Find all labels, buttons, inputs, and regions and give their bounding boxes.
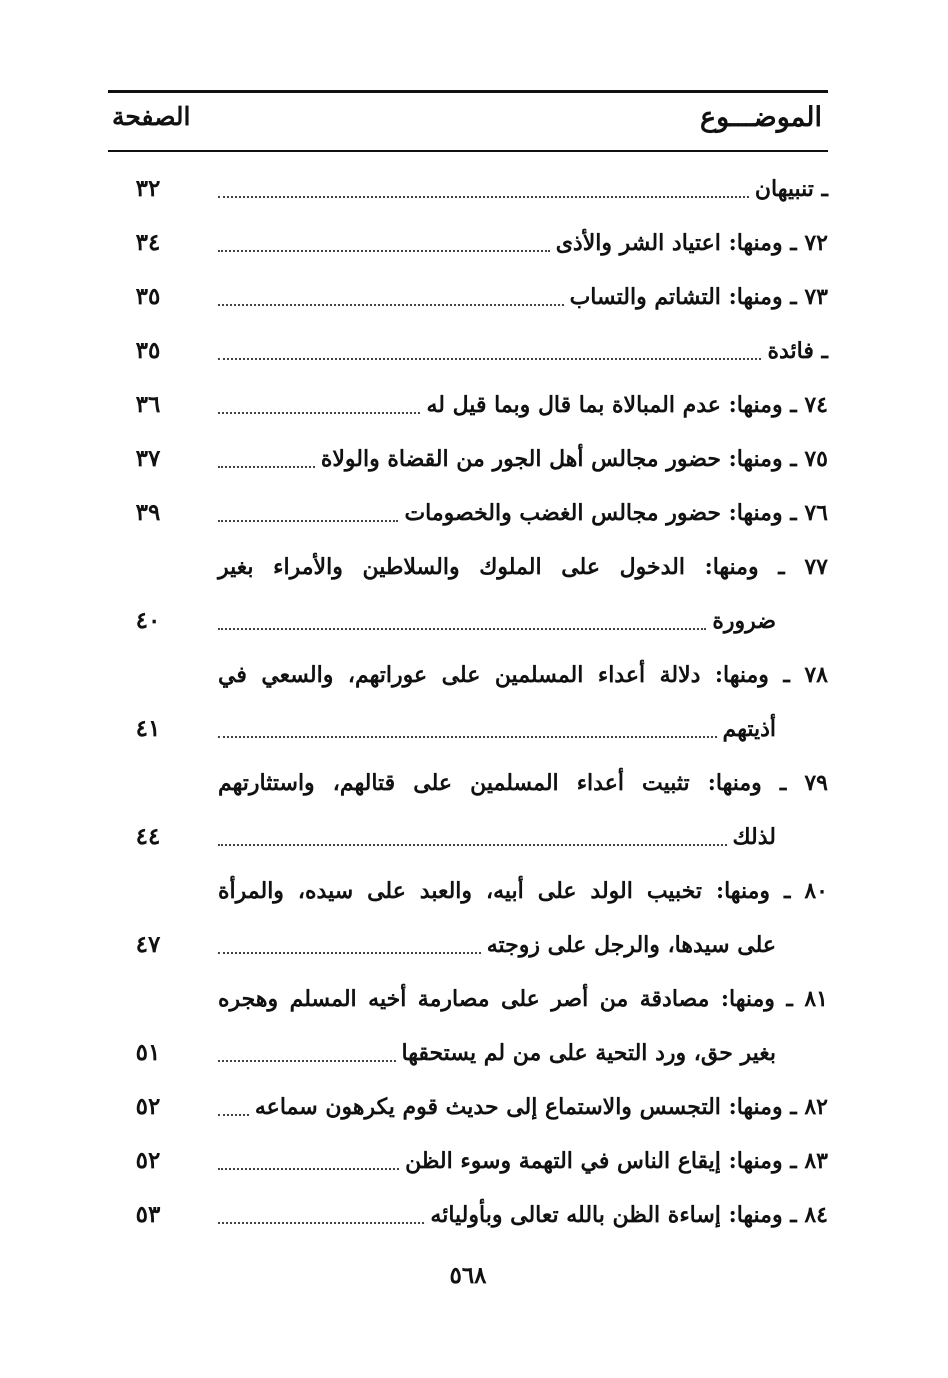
leader-dots [218,1114,249,1116]
toc-page-number: ٣٢ [135,175,161,202]
toc-row [108,162,828,216]
toc-row [108,1134,828,1188]
toc-header [108,102,828,146]
toc-entry-title: لذلك [732,824,776,850]
toc-page [108,90,828,1290]
toc-row [108,702,828,756]
toc-row [108,432,828,486]
toc-row [108,378,828,432]
toc-entry-title: ٧٧ ـ ومنها: الدخول على الملوك والسلاطين والأمراء بغير [218,554,828,580]
toc-row [108,1188,828,1242]
toc-row [108,756,828,810]
toc-row [108,216,828,270]
toc-entry-title: ٨٢ ـ ومنها: التجسس والاستماع إلى حديث قوم يكرهون سماعه [254,1094,828,1120]
leader-dots [218,196,749,198]
toc-page-number: ٤١ [135,715,161,742]
toc-page-number: ٣٥ [135,283,161,310]
leader-dots [218,1168,399,1170]
toc-entry-title: ٨١ ـ ومنها: مصادقة من أصر على مصارمة أخيه المسلم وهجره [218,986,828,1012]
toc-page-number: ٤٠ [135,607,161,634]
toc-page-number: ٣٤ [135,229,161,256]
toc-row [108,486,828,540]
toc-page-number: ٥١ [135,1039,161,1066]
toc-entry-title: بغير حق، ورد التحية على من لم يستحقها [401,1040,776,1066]
toc-entry-title: ٧٦ ـ ومنها: حضور مجالس الغضب والخصومات [404,500,828,526]
toc-row [108,864,828,918]
leader-dots [218,412,420,414]
toc-page-number: ٥٢ [135,1147,161,1174]
leader-dots [218,1222,424,1224]
leader-dots [218,736,717,738]
toc-row [108,810,828,864]
toc-entry-title: ٨٤ ـ ومنها: إساءة الظن بالله تعالى وبأوليائه [430,1202,828,1228]
toc-entry-title: على سيدها، والرجل على زوجته [486,932,776,958]
toc-entry-title: ٨٠ ـ ومنها: تخبيب الولد على أبيه، والعبد على سيده، والمرأة [218,878,828,904]
toc-page-number: ٣٦ [135,391,161,418]
toc-entry-title: ضرورة [712,608,776,634]
toc-row [108,1080,828,1134]
leader-dots [218,844,727,846]
leader-dots [218,304,564,306]
leader-dots [218,952,481,954]
leader-dots [218,520,398,522]
toc-page-number: ٥٣ [135,1201,161,1228]
toc-row [108,324,828,378]
topic-column-heading: الموضـــوع [699,102,822,133]
toc-page-number: ٥٢ [135,1093,161,1120]
page-column-heading: الصفحة [112,102,191,131]
toc-row [108,648,828,702]
toc-page-number: ٣٩ [135,499,161,526]
toc-row [108,594,828,648]
toc-page-number: ٤٤ [135,823,161,850]
toc-entry-title: ٧٤ ـ ومنها: عدم المبالاة بما قال وبما قيل له [426,392,828,418]
toc-row [108,1026,828,1080]
toc-entry-title: ٧٨ ـ ومنها: دلالة أعداء المسلمين على عوراتهم، والسعي في [218,662,828,688]
toc-entry-title: ـ تنبيهان [754,176,828,202]
toc-row [108,540,828,594]
leader-dots [218,1060,396,1062]
toc-page-number: ٣٥ [135,337,161,364]
header-top-rule [108,90,828,93]
leader-dots [218,628,706,630]
toc-page-number: ٤٧ [135,931,161,958]
leader-dots [218,358,761,360]
toc-entry-title: أذيتهم [722,716,776,742]
toc-row [108,972,828,1026]
toc-page-number: ٣٧ [135,445,161,472]
toc-entry-title: ـ فائدة [767,338,828,364]
toc-entry-title: ٧٩ ـ ومنها: تثبيت أعداء المسلمين على قتالهم، واستثارتهم [218,770,828,796]
toc-row [108,270,828,324]
leader-dots [218,466,315,468]
toc-entry-title: ٧٣ ـ ومنها: التشاتم والتساب [569,284,828,310]
toc-row [108,918,828,972]
toc-entries [108,162,828,1242]
toc-entry-title: ٧٢ ـ ومنها: اعتياد الشر والأذى [555,230,828,256]
leader-dots [218,250,550,252]
toc-entry-title: ٨٣ ـ ومنها: إيقاع الناس في التهمة وسوء الظن [405,1148,828,1174]
toc-entry-title: ٧٥ ـ ومنها: حضور مجالس أهل الجور من القضاة والولاة [320,446,828,472]
page-number: ٥٦٨ [449,1262,487,1289]
header-bottom-rule [108,150,828,152]
